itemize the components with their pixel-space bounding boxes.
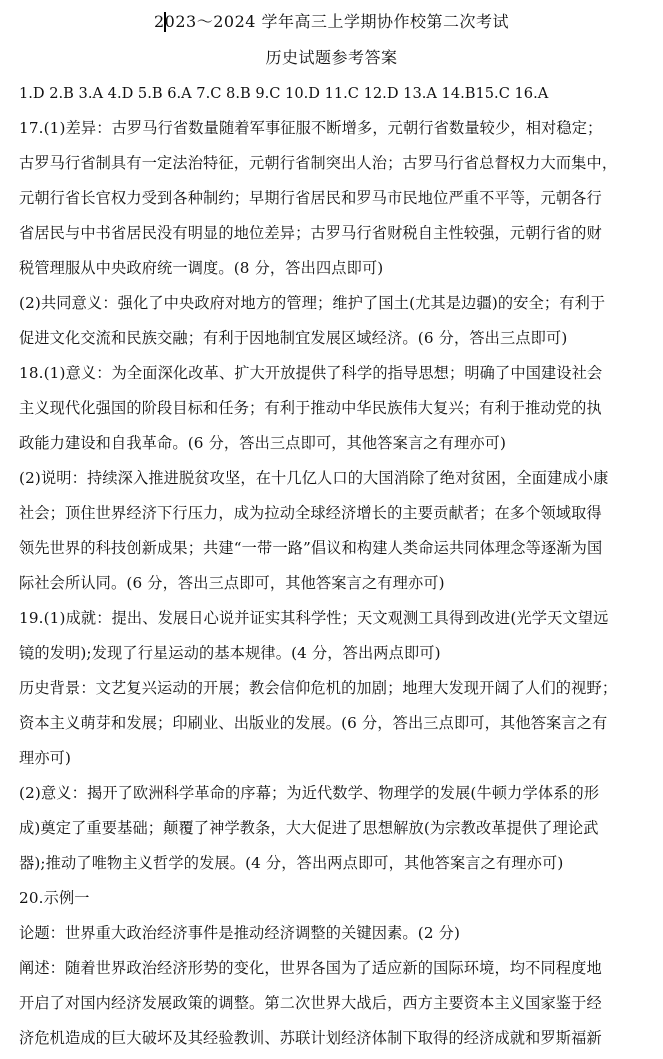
- text-line: 主义现代化强国的阶段目标和任务；有利于推动中华民族伟大复兴；有利于推动党的执: [19, 399, 602, 417]
- text-line: 理亦可): [19, 749, 72, 767]
- text-line: 资本主义萌芽和发展；印刷业、出版业的发展。(6 分，答出三点即可，其他答案言之有: [19, 714, 608, 732]
- text-line: 促进文化交流和民族交融；有利于因地制宜发展区域经济。(6 分，答出三点即可): [19, 329, 568, 347]
- text-line: (2)共同意义：强化了中央政府对地方的管理；维护了国土(尤其是边疆)的安全；有利于: [19, 294, 606, 312]
- text-line: 17.(1)差异：古罗马行省数量随着军事征服不断增多，元朝行省数量较少，相对稳定；: [19, 119, 603, 137]
- text-line: 镜的发明);发现了行星运动的基本规律。(4 分，答出两点即可): [19, 644, 441, 662]
- text-line: 税管理服从中央政府统一调度。(8 分，答出四点即可): [19, 259, 384, 277]
- text-line: 18.(1)意义：为全面深化改革、扩大开放提供了科学的指导思想；明确了中国建设社会: [19, 364, 603, 382]
- choice-answers-line: 1.D 2.B 3.A 4.D 5.B 6.A 7.C 8.B 9.C 10.D 11.C 12.D 13.A 14.B15.C 16.A: [19, 85, 549, 102]
- exam-title: 2023～2024 学年高三上学期协作校第二次考试: [153, 12, 510, 31]
- text-line: 济危机造成的巨大破坏及其经验教训、苏联计划经济体制下取得的经济成就和罗斯福新: [19, 1029, 602, 1047]
- text-line: 阐述：随着世界政治经济形势的变化，世界各国为了适应新的国际环境，均不同程度地: [19, 959, 602, 977]
- text-line: 成)奠定了重要基础；颠覆了神学教条，大大促进了思想解放(为宗教改革提供了理论武: [19, 819, 599, 837]
- text-line: 论题：世界重大政治经济事件是推动经济调整的关键因素。(2 分): [19, 924, 461, 942]
- text-line: 领先世界的科技创新成果；共建“一带一路”倡议和构建人类命运共同体理念等逐渐为国: [19, 539, 603, 557]
- text-line: (2)意义：揭开了欧洲科学革命的序幕；为近代数学、物理学的发展(牛顿力学体系的形: [19, 784, 600, 802]
- text-line: 器);推动了唯物主义哲学的发展。(4 分，答出两点即可，其他答案言之有理亦可): [19, 854, 564, 872]
- text-line: 古罗马行省制具有一定法治特征，元朝行省制突出人治；古罗马行省总督权力大而集中，: [19, 154, 618, 172]
- document-title: 历史试题参考答案: [265, 48, 398, 67]
- text-line: 省居民与中书省居民没有明显的地位差异；古罗马行省财税自主性较强，元朝行省的财: [19, 224, 602, 242]
- text-line: 历史背景：文艺复兴运动的开展；教会信仰危机的加剧；地理大发现开阔了人们的视野；: [19, 679, 618, 697]
- text-line: 19.(1)成就：提出、发展日心说并证实其科学性；天文观测工具得到改进(光学天文望远: [19, 609, 609, 627]
- text-line: 元朝行省长官权力受到各种制约；早期行省居民和罗马市民地位严重不平等，元朝各行: [19, 189, 602, 207]
- text-line: (2)说明：持续深入推进脱贫攻坚，在十几亿人口的大国消除了绝对贫困，全面建成小康: [19, 469, 609, 487]
- text-line: 20.示例一: [19, 889, 90, 907]
- text-line: 政能力建设和自我革命。(6 分，答出三点即可，其他答案言之有理亦可): [19, 434, 507, 452]
- text-line: 际社会所认同。(6 分，答出三点即可，其他答案言之有理亦可): [19, 574, 445, 592]
- text-line: 开启了对国内经济发展政策的调整。第二次世界大战后，西方主要资本主义国家鉴于经: [19, 994, 602, 1012]
- text-line: 社会；顶住世界经济下行压力，成为拉动全球经济增长的主要贡献者；在多个领域取得: [19, 504, 602, 522]
